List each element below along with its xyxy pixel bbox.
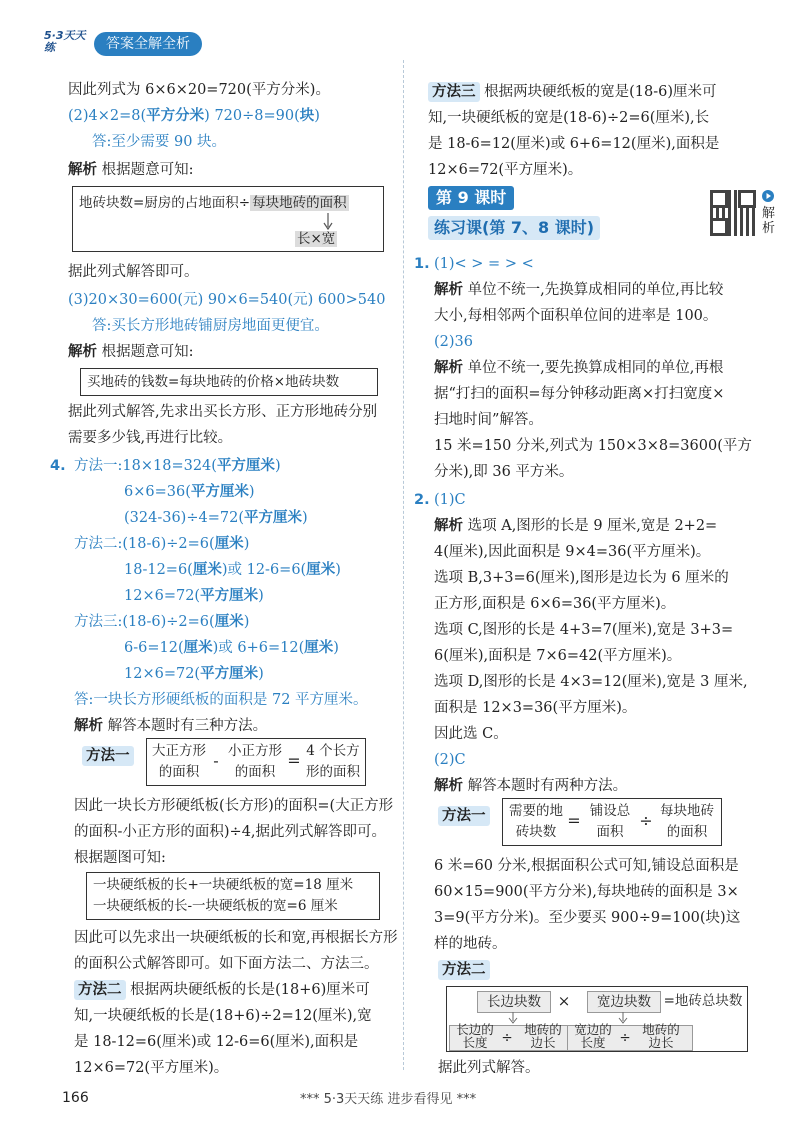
text-line: 面积是 12×3=36(平方厘米)。 xyxy=(434,700,637,716)
text-line: 6-6=12(厘米)或 6+6=12(厘米) xyxy=(124,639,339,656)
text-line: 正方形,面积是 6×6=36(平方厘米)。 xyxy=(434,596,676,612)
text-line: 知,一块硬纸板的长是(18+6)÷2=12(厘米),宽 xyxy=(74,1008,372,1024)
method-tag: 方法一 xyxy=(82,746,134,766)
text-line: 据“打扫的面积=每分钟移动距离×打扫宽度× xyxy=(434,386,725,402)
text-line: 解析 解答本题时有三种方法。 xyxy=(74,718,268,734)
text-line: 需要多少钱,再进行比较。 xyxy=(68,430,233,446)
formula-box-2: 买地砖的钱数=每块地砖的价格×地砖块数 xyxy=(80,368,378,396)
text-line: 解析 根据题意可知: xyxy=(68,344,194,360)
question-number: 2. xyxy=(414,492,430,508)
answer-line: (2)36 xyxy=(434,334,473,350)
answer-line: 答:一块长方形硬纸板的面积是 72 平方厘米。 xyxy=(74,692,368,708)
header xyxy=(44,30,244,64)
logo-text: 5·3天天练 xyxy=(44,29,86,54)
text-line: 4(厘米),因此面积是 9×4=36(平方厘米)。 xyxy=(434,544,711,560)
text-line: (3)20×30=600(元) 90×6=540(元) 600>540 xyxy=(68,292,386,308)
text-line: 12×6=72(平方厘米) xyxy=(124,665,264,682)
text-line: 6 米=60 分米,根据面积公式可知,铺设总面积是 xyxy=(434,858,739,874)
text-line: 15 米=150 分米,列式为 150×3×8=3600(平方 xyxy=(434,438,752,454)
question-number: 4. xyxy=(50,458,66,474)
text-line: 解析 选项 A,图形的长是 9 厘米,宽是 2+2= xyxy=(434,518,718,534)
text-line: 因此可以先求出一块硬纸板的长和宽,再根据长方形 xyxy=(74,930,398,946)
text-line: 选项 D,图形的长是 4×3=12(厘米),宽是 3 厘米, xyxy=(434,674,748,690)
text-line: 解析 单位不统一,要先换算成相同的单位,再根 xyxy=(434,360,724,376)
answer-line: (1)< > = > < xyxy=(434,256,534,272)
answer-line: 答:买长方形地砖铺厨房地面更便宜。 xyxy=(92,318,329,334)
question-number: 1. xyxy=(414,256,430,272)
formula-box-3: 一块硬纸板的长+一块硬纸板的宽=18 厘米 一块硬纸板的长-一块硬纸板的宽=6 厘米 xyxy=(86,872,380,920)
method-tag: 方法一 xyxy=(438,806,490,826)
text-line: 12×6=72(平方厘米)。 xyxy=(428,162,583,178)
text-line: (2)4×2=8(平方分米) 720÷8=90(块) xyxy=(68,107,320,124)
text-line: 是 18-12=6(厘米)或 12-6=6(厘米),面积是 xyxy=(74,1034,359,1050)
method1-box-right: 需要的地 砖块数 = 铺设总 面积 ÷ 每块地砖 的面积 xyxy=(502,798,722,846)
lesson-subtitle: 练习课(第 7、8 课时) xyxy=(428,216,600,240)
method-tag: 方法二 xyxy=(438,960,490,980)
text-line: 据此列式解答即可。 xyxy=(68,264,199,280)
text-line: 分米),即 36 平方米。 xyxy=(434,464,574,480)
text-line: 方法三:(18-6)÷2=6(厘米) xyxy=(74,613,250,630)
text-line: 60×15=900(平方分米),每块地砖的面积是 3× xyxy=(434,884,739,900)
text-line: 12×6=72(平方厘米)。 xyxy=(74,1060,229,1076)
page-number: 166 xyxy=(62,1090,89,1106)
text-line: 6(厘米),面积是 7×6=42(平方厘米)。 xyxy=(434,648,682,664)
formula-box-1: 地砖块数=厨房的占地面积÷ 每块地砖的面积 长×宽 xyxy=(72,186,384,252)
text-line: 方法二:(18-6)÷2=6(厘米) xyxy=(74,535,250,552)
answer-line: (1)C xyxy=(434,492,466,508)
text-line: 因此列式为 6×6×20=720(平方分米)。 xyxy=(68,82,330,98)
text-line: 大小,每相邻两个面积单位间的进率是 100。 xyxy=(434,308,718,324)
text-line: 3=9(平方分米)。至少要买 900÷9=100(块)这 xyxy=(434,910,741,926)
logo xyxy=(44,30,88,66)
text-line: 解析 单位不统一,先换算成相同的单位,再比较 xyxy=(434,282,724,298)
text-line: 因此一块长方形硬纸板(长方形)的面积=(大正方形 xyxy=(74,798,394,814)
text-line: 解析 根据题意可知: xyxy=(68,162,194,178)
text-line: 18-12=6(厘米)或 12-6=6(厘米) xyxy=(124,561,341,578)
text-line: 解析 解答本题时有两种方法。 xyxy=(434,778,628,794)
text-line: 6×6=36(平方厘米) xyxy=(124,483,255,500)
text-line: 据此列式解答。 xyxy=(438,1060,540,1076)
text-line: 12×6=72(平方厘米) xyxy=(124,587,264,604)
lesson-title: 第 9 课时 xyxy=(428,186,514,210)
qr-label: 解析 xyxy=(762,206,776,236)
header-title: 答案全解全析 xyxy=(94,32,202,56)
text-line: 样的地砖。 xyxy=(434,936,507,952)
text-line: 因此选 C。 xyxy=(434,726,508,742)
text-line: 是 18-6=12(厘米)或 6+6=12(厘米),面积是 xyxy=(428,136,720,152)
text-line: 扫地时间”解答。 xyxy=(434,412,543,428)
text-line: 选项 C,图形的长是 4+3=7(厘米),宽是 3+3= xyxy=(434,622,734,638)
column-divider xyxy=(403,60,404,1070)
qr-play-icon[interactable] xyxy=(762,190,774,202)
footer-slogan: *** 5·3天天练 进步看得见 *** xyxy=(300,1092,477,1107)
text-line: 方法三 根据两块硬纸板的宽是(18-6)厘米可 xyxy=(428,82,717,102)
text-line: 的面积-小正方形的面积)÷4,据此列式解答即可。 xyxy=(74,824,387,840)
answer-line: 答:至少需要 90 块。 xyxy=(92,134,227,150)
text-line: (324-36)÷4=72(平方厘米) xyxy=(124,509,308,526)
text-line: 根据题图可知: xyxy=(74,850,166,866)
answer-line: (2)C xyxy=(434,752,466,768)
text-line: 选项 B,3+3=6(厘米),图形是边长为 6 厘米的 xyxy=(434,570,729,586)
text-line: 方法二 根据两块硬纸板的长是(18+6)厘米可 xyxy=(74,980,370,1000)
text-line: 据此列式解答,先求出买长方形、正方形地砖分别 xyxy=(68,404,378,420)
text-line: 的面积公式解答即可。如下面方法二、方法三。 xyxy=(74,956,379,972)
text-line: 知,一块硬纸板的宽是(18-6)÷2=6(厘米),长 xyxy=(428,110,710,126)
method2-diagram: 长边块数 × 宽边块数 =地砖总块数 长边的 长度 ÷ 地砖的 边长 宽边的 长度 ÷ 地砖的 边长 xyxy=(446,986,748,1052)
method1-box: 大正方形 的面积 - 小正方形 的面积 = 4 个长方 形的面积 xyxy=(146,738,366,786)
text-line: 方法一:18×18=324(平方厘米) xyxy=(74,457,281,474)
qr-code[interactable] xyxy=(710,190,756,236)
